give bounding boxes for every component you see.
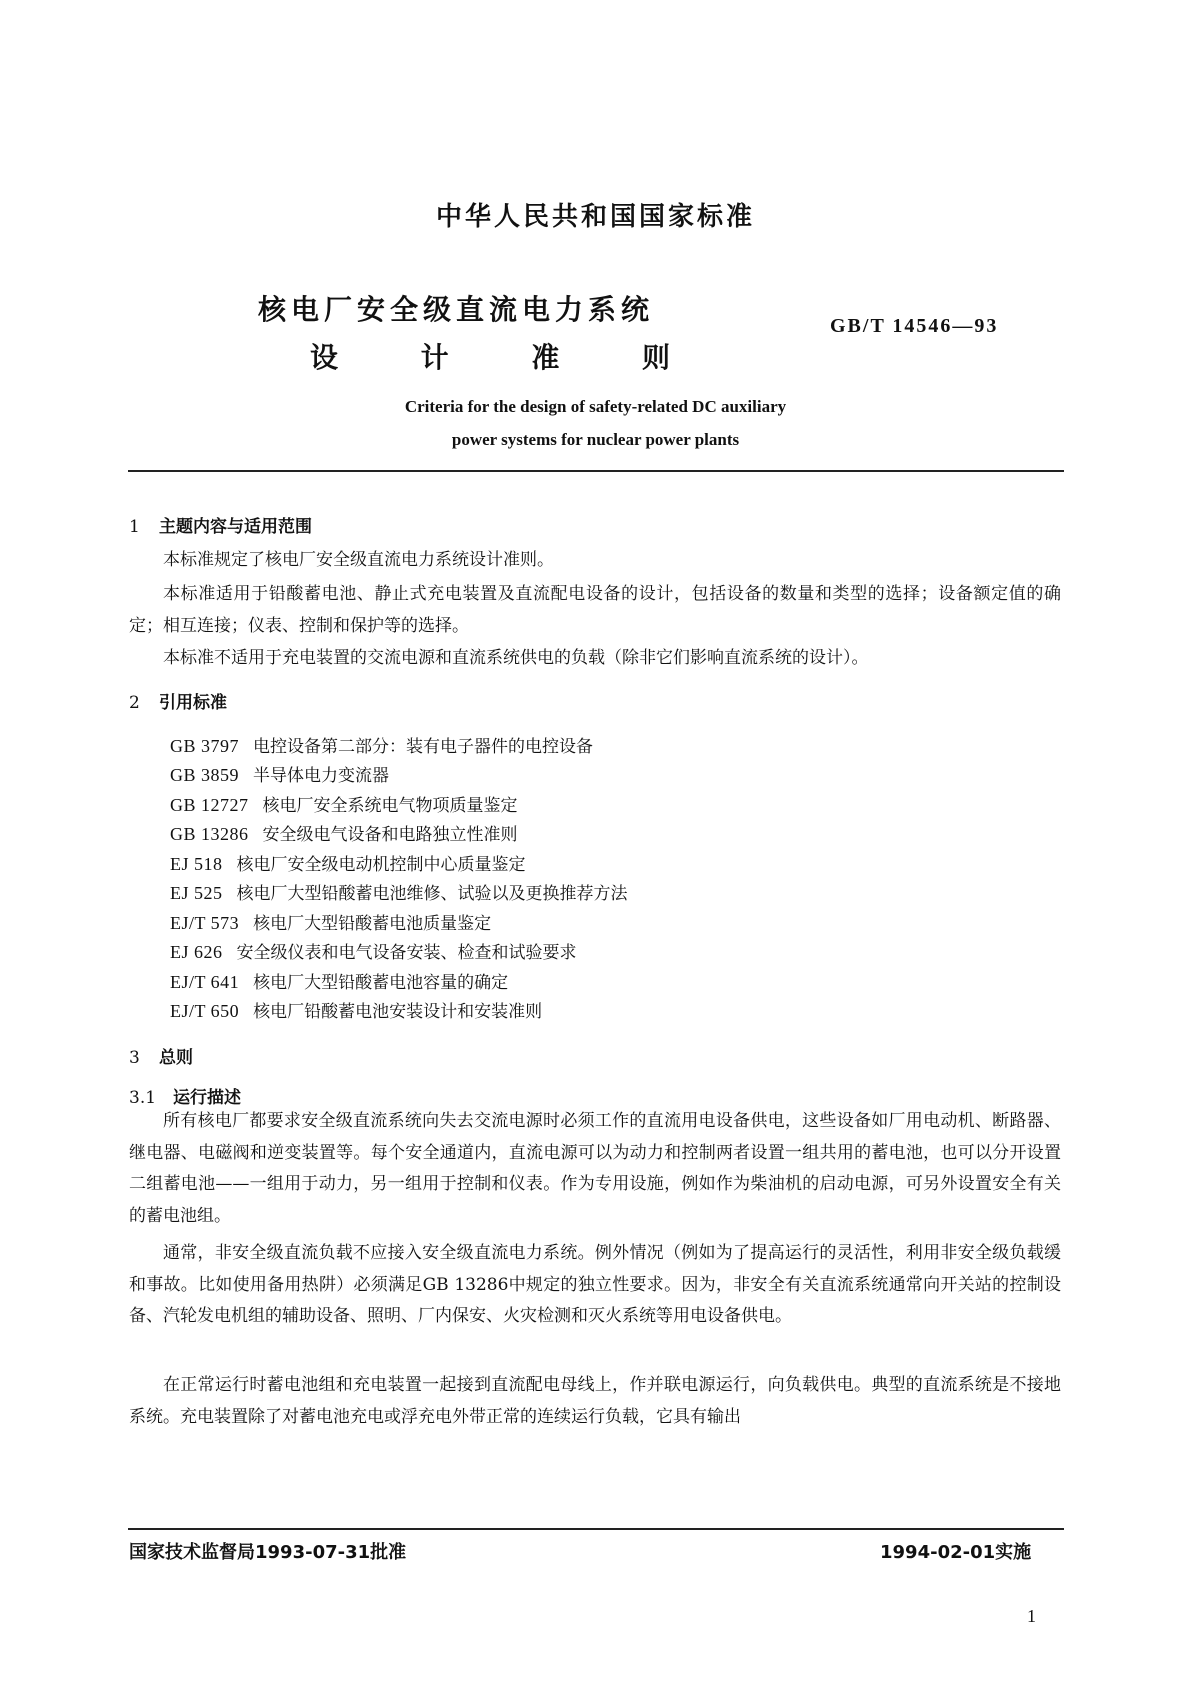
reference-item [170, 732, 593, 757]
reference-name: 核电厂安全级电动机控制中心质量鉴定 [236, 855, 526, 875]
section-title: 总则 [159, 1048, 193, 1068]
reference-item [170, 761, 389, 786]
reference-name: 半导体电力变流器 [253, 766, 390, 786]
reference-name: 核电厂大型铅酸蓄电池容量的确定 [253, 973, 509, 993]
section-number: 2 [129, 693, 140, 713]
reference-code: GB 12727 [170, 795, 249, 815]
reference-code: GB 13286 [170, 824, 249, 844]
subtitle-char: 则 [641, 341, 670, 374]
section-2-heading [129, 688, 227, 713]
section-number: 3 [129, 1048, 140, 1068]
reference-item [170, 879, 628, 904]
standard-number: GB/T 14546—93 [830, 315, 999, 337]
effective-date: 1994-02-01实施 [880, 1542, 1032, 1563]
approval-note: 国家技术监督局1993-07-31批准 [129, 1542, 407, 1563]
reference-code: GB 3797 [170, 736, 240, 756]
paragraph: 本标准适用于铅酸蓄电池、静止式充电装置及直流配电设备的设计，包括设备的数量和类型的选择；设备额定值的确定；相互连接；仪表、控制和保护等的选择。 [129, 584, 1061, 636]
document-title: 核电厂安全级直流电力系统 [258, 293, 655, 326]
reference-code: EJ/T 573 [170, 913, 240, 933]
section-3-heading [129, 1043, 193, 1068]
reference-name: 电控设备第二部分：装有电子器件的电控设备 [253, 737, 594, 757]
reference-name: 核电厂铅酸蓄电池安装设计和安装准则 [253, 1002, 543, 1022]
header-divider [128, 470, 1064, 472]
subtitle-char: 设 [310, 341, 339, 374]
section-title: 引用标准 [159, 693, 227, 713]
subtitle-char: 计 [420, 341, 449, 374]
english-title-line1: Criteria for the design of safety-related DC auxiliary [404, 397, 787, 416]
subtitle-char: 准 [531, 341, 560, 374]
org-title: 中华人民共和国国家标准 [435, 202, 755, 232]
paragraph: 所有核电厂都要求安全级直流系统向失去交流电源时必须工作的直流用电设备供电，这些设备如厂用电动机、断路器、继电器、电磁阀和逆变装置等。每个安全通道内，直流电源可以为动力和控制两者设置一组共用的蓄电池，也可以分开设置二组蓄电池——一组用于动力，另一组用于控制和仪表。作为专用设施，例如作为柴油机的启动电源，可另外设置安全有关的蓄电池组。 [129, 1111, 1061, 1226]
reference-code: EJ/T 641 [170, 972, 240, 992]
reference-name: 核电厂安全系统电气物项质量鉴定 [262, 796, 518, 816]
page-number: 1 [1027, 1606, 1036, 1626]
reference-name: 核电厂大型铅酸蓄电池维修、试验以及更换推荐方法 [236, 884, 628, 904]
reference-code: EJ 525 [170, 883, 223, 903]
section-1-heading [129, 512, 312, 537]
english-title-line2: power systems for nuclear power plants [451, 430, 740, 449]
subsection-number: 3.1 [129, 1088, 157, 1108]
reference-item [170, 968, 508, 993]
reference-item [170, 791, 518, 816]
section-number: 1 [129, 517, 140, 537]
subsection-3-1-heading [129, 1083, 241, 1108]
footer-divider [128, 1528, 1064, 1530]
paragraph: 本标准规定了核电厂安全级直流电力系统设计准则。 [163, 550, 554, 570]
reference-code: EJ/T 650 [170, 1001, 240, 1021]
section-title: 主题内容与适用范围 [159, 517, 312, 537]
reference-name: 安全级仪表和电气设备安装、检查和试验要求 [236, 943, 577, 963]
reference-item [170, 938, 577, 963]
reference-item [170, 850, 526, 875]
reference-item [170, 997, 542, 1022]
reference-name: 安全级电气设备和电路独立性准则 [262, 825, 518, 845]
reference-name: 核电厂大型铅酸蓄电池质量鉴定 [253, 914, 492, 934]
reference-item [170, 909, 491, 934]
reference-code: GB 3859 [170, 765, 240, 785]
reference-code: EJ 518 [170, 854, 223, 874]
subsection-title: 运行描述 [173, 1088, 241, 1108]
document-subtitle [310, 336, 670, 376]
reference-item [170, 820, 518, 845]
paragraph: 本标准不适用于充电装置的交流电源和直流系统供电的负载（除非它们影响直流系统的设计）。 [163, 648, 869, 668]
reference-code: EJ 626 [170, 942, 223, 962]
paragraph: 在正常运行时蓄电池组和充电装置一起接到直流配电母线上，作并联电源运行，向负载供电。典型的直流系统是不接地系统。充电装置除了对蓄电池充电或浮充电外带正常的连续运行负载，它具有输出 [129, 1375, 1061, 1427]
paragraph: 通常，非安全级直流负载不应接入安全级直流电力系统。例外情况（例如为了提高运行的灵活性，利用非安全级负载缓和事故。比如使用备用热阱）必须满足GB 13286中规定的独立性要求。因为，非安全有关直流系统通常向开关站的控制设备、汽轮发电机组的辅助设备、照明、厂内保安、火灾检测和灭火系统等用电设备供电。 [129, 1243, 1061, 1326]
